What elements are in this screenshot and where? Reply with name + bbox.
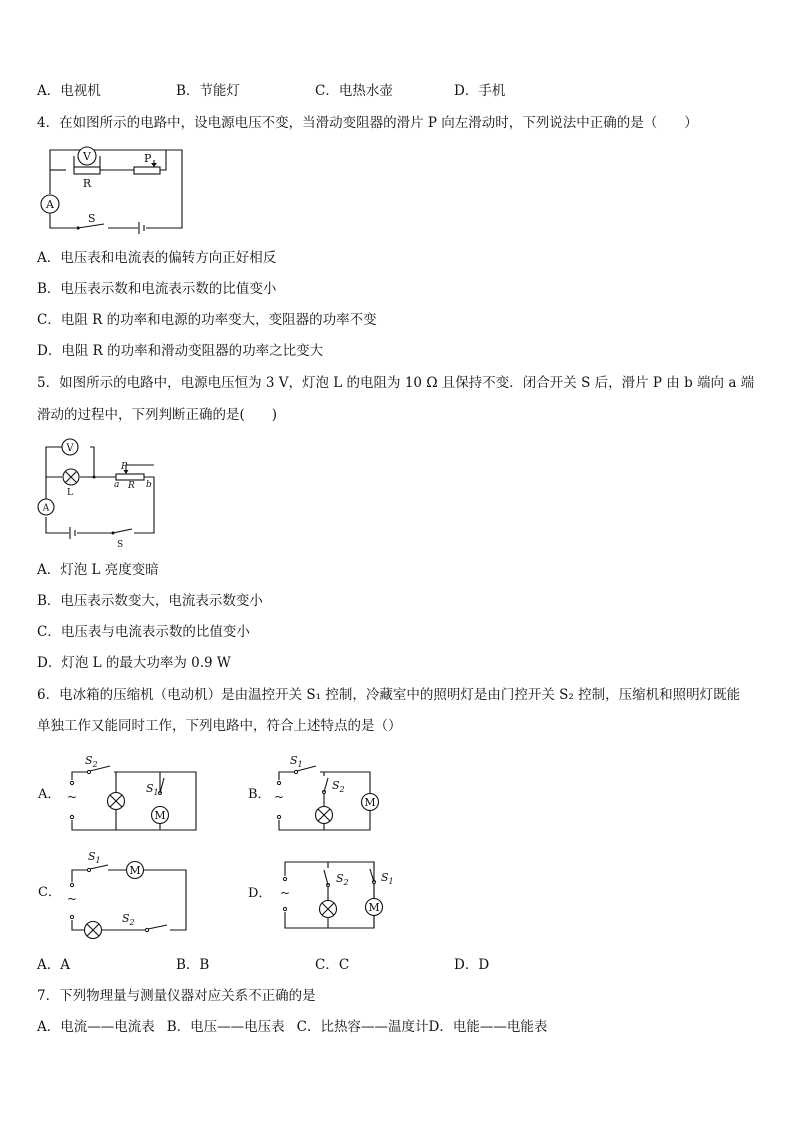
figure-d-label: D． [248,886,272,901]
q6-option-d: D．D [454,957,490,973]
q7-stem: 7．下列物理量与测量仪器对应关系不正确的是 [37,988,316,1004]
figure-a-label: A． [38,787,61,802]
q7-option-a: A．电流——电流表 [37,1019,155,1035]
q3-option-b: B．节能灯 [176,83,240,99]
q6-stem-line1: 6．电冰箱的压缩机（电动机）是由温控开关 S₁ 控制，冷藏室中的照明灯是由门控开关 S₂ 控制，压缩机和照明灯既能 [37,687,741,703]
motor-label: M [368,901,380,914]
q5-option-c: C．电压表与电流表示数的比值变小 [37,624,250,640]
q7-option-d: D．电能——电能表 [428,1019,548,1035]
resistor-r-label: R [82,177,92,190]
q5-option-d: D．灯泡 L 的最大功率为 0.9 W [37,655,231,671]
switch-s1-label: $S_1$ [290,754,303,769]
q4-option-c: C．电阻 R 的功率和电源的功率变大，变阻器的功率不变 [37,312,377,328]
switch-s1-label: $S_1$ [146,782,159,797]
figure-c-label: C． [38,885,61,900]
q3-option-a: A．电视机 [37,83,101,99]
q7-option-c: C．比热容——温度计 [296,1019,429,1035]
q6-option-a: A．A [37,957,70,973]
q7-options [37,1018,547,1036]
ac-source-icon: ~ [280,886,291,900]
motor-label: M [129,864,141,877]
rheostat-r-icon [116,474,144,480]
ac-source-icon: ~ [274,790,285,804]
ac-source-icon: ~ [67,790,78,804]
q5-option-a: A．灯泡 L 亮度变暗 [37,562,159,578]
q5-option-b: B．电压表示数变大，电流表示数变小 [37,593,263,609]
ammeter-label: A [46,198,54,211]
slider-p-label: P [121,462,128,472]
lamp-l-label: L [67,488,73,498]
resistor-r-icon [74,167,100,174]
motor-label: M [154,809,166,822]
q4-option-b: B．电压表示数和电流表示数的比值变小 [37,281,277,297]
q6-figure-b [246,752,396,837]
voltmeter-label: V [83,150,91,163]
switch-s-label: S [117,540,124,550]
q6-options [37,956,489,974]
q4-circuit-diagram [36,146,186,232]
switch-s2-label: $S_2$ [85,754,98,769]
q3-options [37,82,505,100]
switch-s2-label: $S_2$ [332,779,345,794]
switch-s2-label: $S_2$ [336,872,349,887]
switch-s-label: S [88,212,96,225]
slider-p-label: P [144,152,152,165]
q6-option-c: C．C [315,957,350,973]
q4-option-a: A．电压表和电流表的偏转方向正好相反 [37,250,277,266]
q3-option-d: D．手机 [454,83,506,99]
q6-stem-line2: 单独工作又能同时工作，下列电路中，符合上述特点的是（） [37,718,402,734]
q6-figure-d [246,852,396,937]
q4-stem: 4．在如图所示的电路中，设电源电压不变，当滑动变阻器的滑片 P 向左滑动时，下列说法中正确的是（ ） [37,115,698,131]
q5-stem-line1: 5．如图所示的电路中，电源电压恒为 3 V，灯泡 L 的电阻为 10 Ω 且保持不变．闭合开关 S 后，滑片 P 由 b 端向 a 端 [37,375,755,391]
switch-s2-label: $S_2$ [122,912,135,927]
rheostat-icon [134,167,160,174]
motor-label: M [364,796,376,809]
rheostat-r-label: R [128,481,135,491]
q4-option-d: D．电阻 R 的功率和滑动变阻器的功率之比变大 [37,343,324,359]
q6-option-b: B．B [176,957,210,973]
q3-option-c: C．电热水壶 [315,83,393,99]
q5-circuit-diagram [36,437,160,550]
end-a-label: a [114,480,120,490]
q5-stem-line2: 滑动的过程中，下列判断正确的是( ) [37,407,278,423]
figure-b-label: B． [248,787,271,802]
ac-source-icon: ~ [67,892,78,906]
end-b-label: b [146,480,152,490]
switch-s1-label: $S_1$ [88,850,101,865]
switch-s1-label: $S_1$ [381,871,394,886]
ammeter-label: A [42,503,50,514]
q7-option-b: B．电压——电压表 [166,1019,285,1035]
voltmeter-label: V [66,443,74,454]
q6-figure-c [36,846,186,941]
q6-figure-a [36,752,186,837]
